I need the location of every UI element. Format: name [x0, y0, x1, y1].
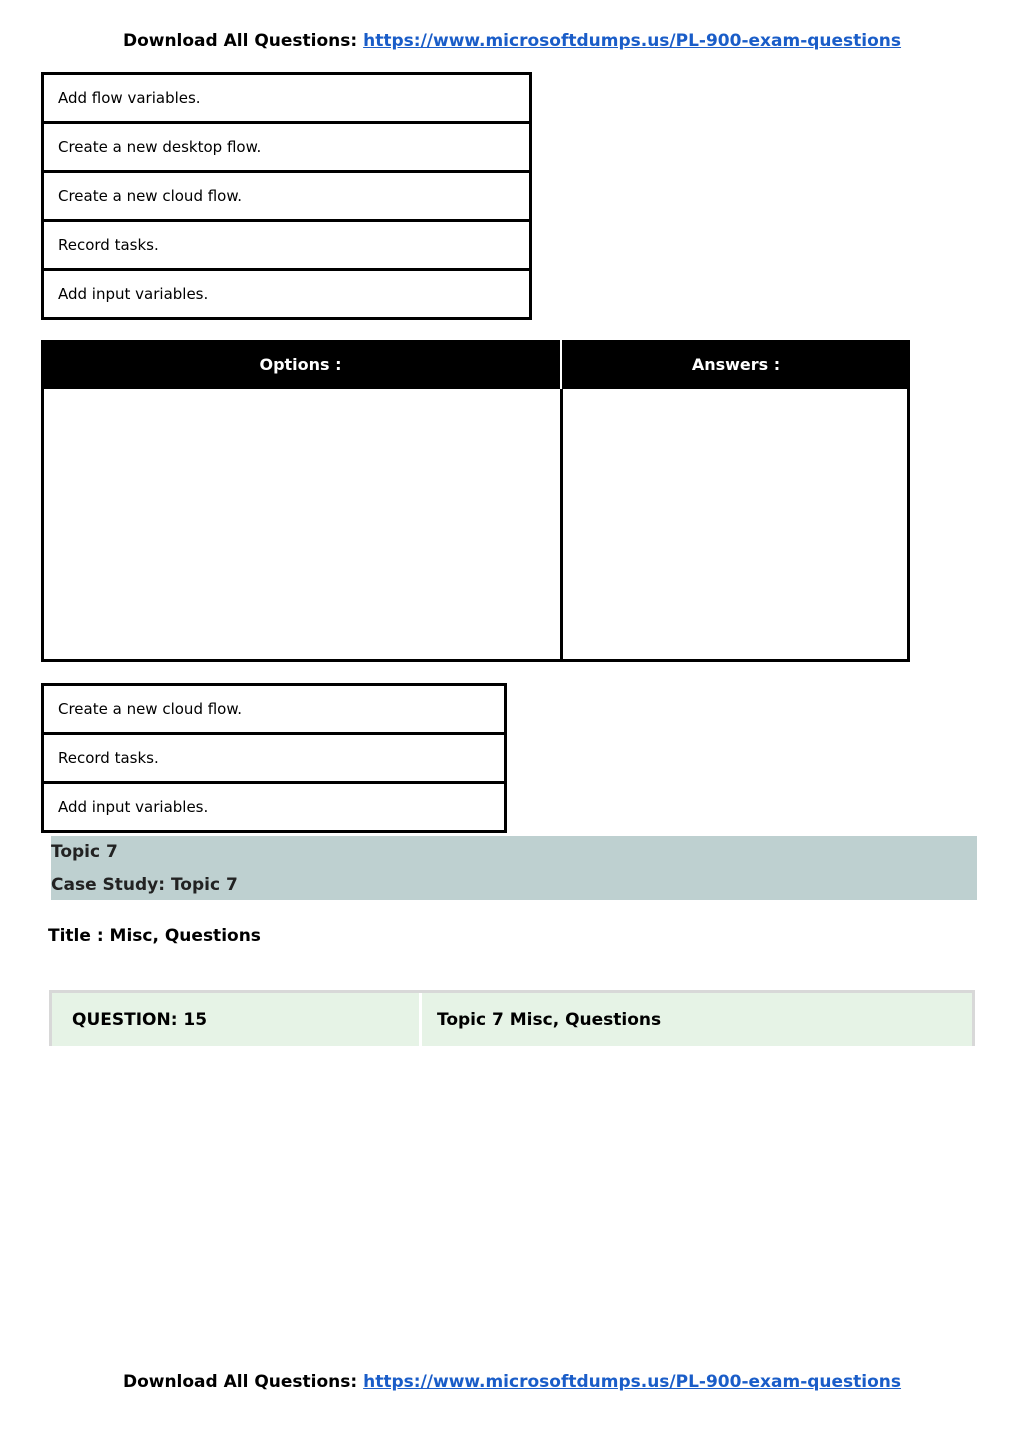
list-item[interactable]: Create a new cloud flow.	[44, 686, 504, 735]
options-drop-area[interactable]	[41, 389, 563, 662]
list-item[interactable]: Add input variables.	[44, 271, 529, 320]
answers-drop-area[interactable]	[560, 389, 910, 662]
option-list-top	[41, 72, 532, 320]
option-list-bottom	[41, 683, 507, 833]
topic-label: Topic 7	[51, 842, 118, 862]
drag-drop-table	[41, 340, 910, 662]
download-link[interactable]: https://www.microsoftdumps.us/PL-900-exam-questions	[363, 1372, 902, 1392]
download-footer	[0, 1372, 1024, 1392]
list-item[interactable]: Create a new desktop flow.	[44, 124, 529, 173]
case-study-label: Case Study: Topic 7	[51, 875, 238, 895]
download-link[interactable]: https://www.microsoftdumps.us/PL-900-exam-questions	[363, 31, 902, 51]
question-topic: Topic 7 Misc, Questions	[437, 1009, 662, 1030]
list-item[interactable]: Record tasks.	[44, 222, 529, 271]
download-label: Download All Questions:	[122, 1372, 358, 1392]
question-header-row	[49, 990, 975, 1046]
topic-band	[51, 836, 977, 900]
list-item[interactable]: Add input variables.	[44, 784, 504, 833]
download-header	[0, 31, 1024, 51]
page-title: Title : Misc, Questions	[48, 926, 261, 946]
list-item[interactable]: Create a new cloud flow.	[44, 173, 529, 222]
question-number: QUESTION: 15	[52, 993, 422, 1046]
download-label: Download All Questions:	[122, 31, 358, 51]
answers-header: Answers :	[562, 340, 910, 389]
options-header: Options :	[41, 340, 560, 389]
list-item[interactable]: Record tasks.	[44, 735, 504, 784]
list-item[interactable]: Add flow variables.	[44, 75, 529, 124]
